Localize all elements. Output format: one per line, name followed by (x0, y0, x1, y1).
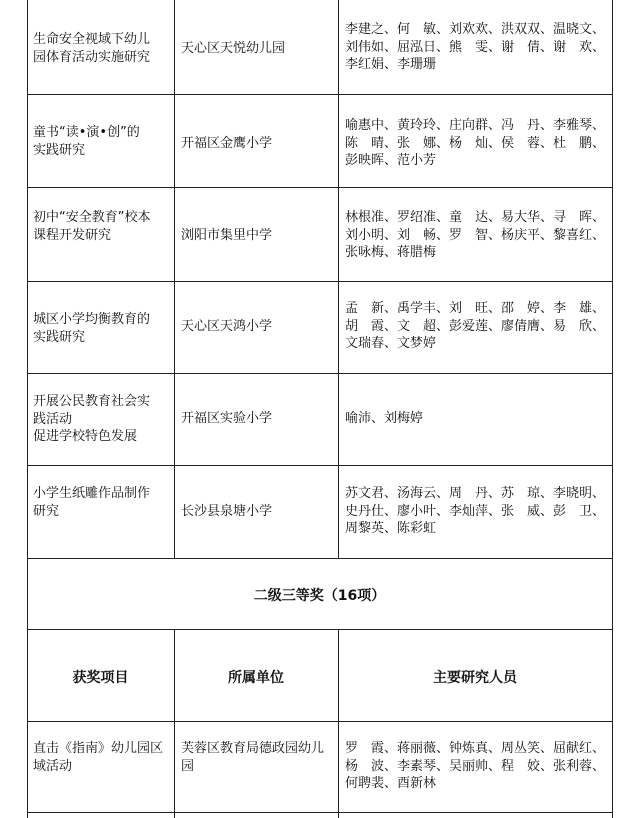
unit-name: 开福区实验小学 (181, 411, 273, 426)
header-project: 获奖项目 (72, 670, 129, 686)
project-name: 开展公民教育社会实 践活动 促进学校特色发展 (33, 394, 151, 444)
row-divider (27, 558, 613, 559)
researchers: 孟 新、禹学丰、刘 旺、邵 婷、李 雄、 胡 霞、文 超、彭爱莲、廖倩膺、易 欣、 文瑞春、文梦婷 (345, 301, 606, 351)
row-divider (27, 812, 613, 813)
unit-name: 长沙县泉塘小学 (181, 504, 273, 519)
unit-name: 天心区天悦幼儿园 (181, 41, 286, 56)
project-name: 城区小学均衡教育的 实践研究 (33, 312, 151, 345)
researchers: 林根准、罗绍准、童 达、易大华、寻 晖、 刘小明、刘 畅、罗 智、杨庆平、黎喜红、 张咏梅、蒋腊梅 (345, 210, 606, 260)
researchers: 罗 霞、蒋丽薇、钟炼真、周丛笑、屈献红、 杨 波、李素琴、吴丽帅、程 姣、张利蓉、 何聘裴、酉新林 (345, 741, 606, 791)
researchers: 喻惠中、黄玲玲、庄向群、冯 丹、李雅琴、 陈 晴、张 娜、杨 灿、侯 蓉、杜 鹏、 彭映晖、范小芳 (345, 118, 606, 168)
unit-name: 芙蓉区教育局德政园幼儿 园 (181, 741, 325, 774)
row-divider (27, 721, 613, 722)
researchers: 李建之、何 敏、刘欢欢、洪双双、温晓文、 刘伟如、屈泓日、熊 雯、谢 倩、谢 欢、 李红娟、李珊珊 (345, 22, 606, 72)
project-name: 小学生纸雕作品制作 研究 (33, 486, 151, 519)
table-border-left (27, 0, 28, 818)
row-divider (27, 281, 613, 282)
unit-name: 开福区金鹰小学 (181, 136, 273, 151)
unit-name: 浏阳市集里中学 (181, 228, 273, 243)
column-divider (174, 0, 175, 558)
project-name: 童书“读•演•创”的 实践研究 (33, 125, 140, 158)
column-divider (338, 629, 339, 818)
researchers: 苏文君、汤海云、周 丹、苏 琼、李晓明、 史丹仕、廖小叶、李灿萍、张 威、彭 卫、 周黎英、陈彩虹 (345, 486, 606, 536)
header-unit: 所属单位 (228, 670, 284, 686)
table-border-right (612, 0, 613, 818)
row-divider (27, 629, 613, 630)
unit-name: 天心区天鸿小学 (181, 319, 273, 334)
row-divider (27, 94, 613, 95)
header-people: 主要研究人员 (433, 670, 517, 686)
row-divider (27, 187, 613, 188)
column-divider (338, 0, 339, 558)
section-title: 二级三等奖（16项） (253, 588, 386, 604)
project-name: 直击《指南》幼儿园区 域活动 (33, 741, 164, 774)
project-name: 生命安全视域下幼儿 园体育活动实施研究 (33, 32, 151, 65)
row-divider (27, 465, 613, 466)
column-divider (174, 629, 175, 818)
project-name: 初中“安全教育”校本 课程开发研究 (33, 210, 151, 243)
row-divider (27, 373, 613, 374)
researchers: 喻沛、刘梅婷 (345, 411, 424, 426)
